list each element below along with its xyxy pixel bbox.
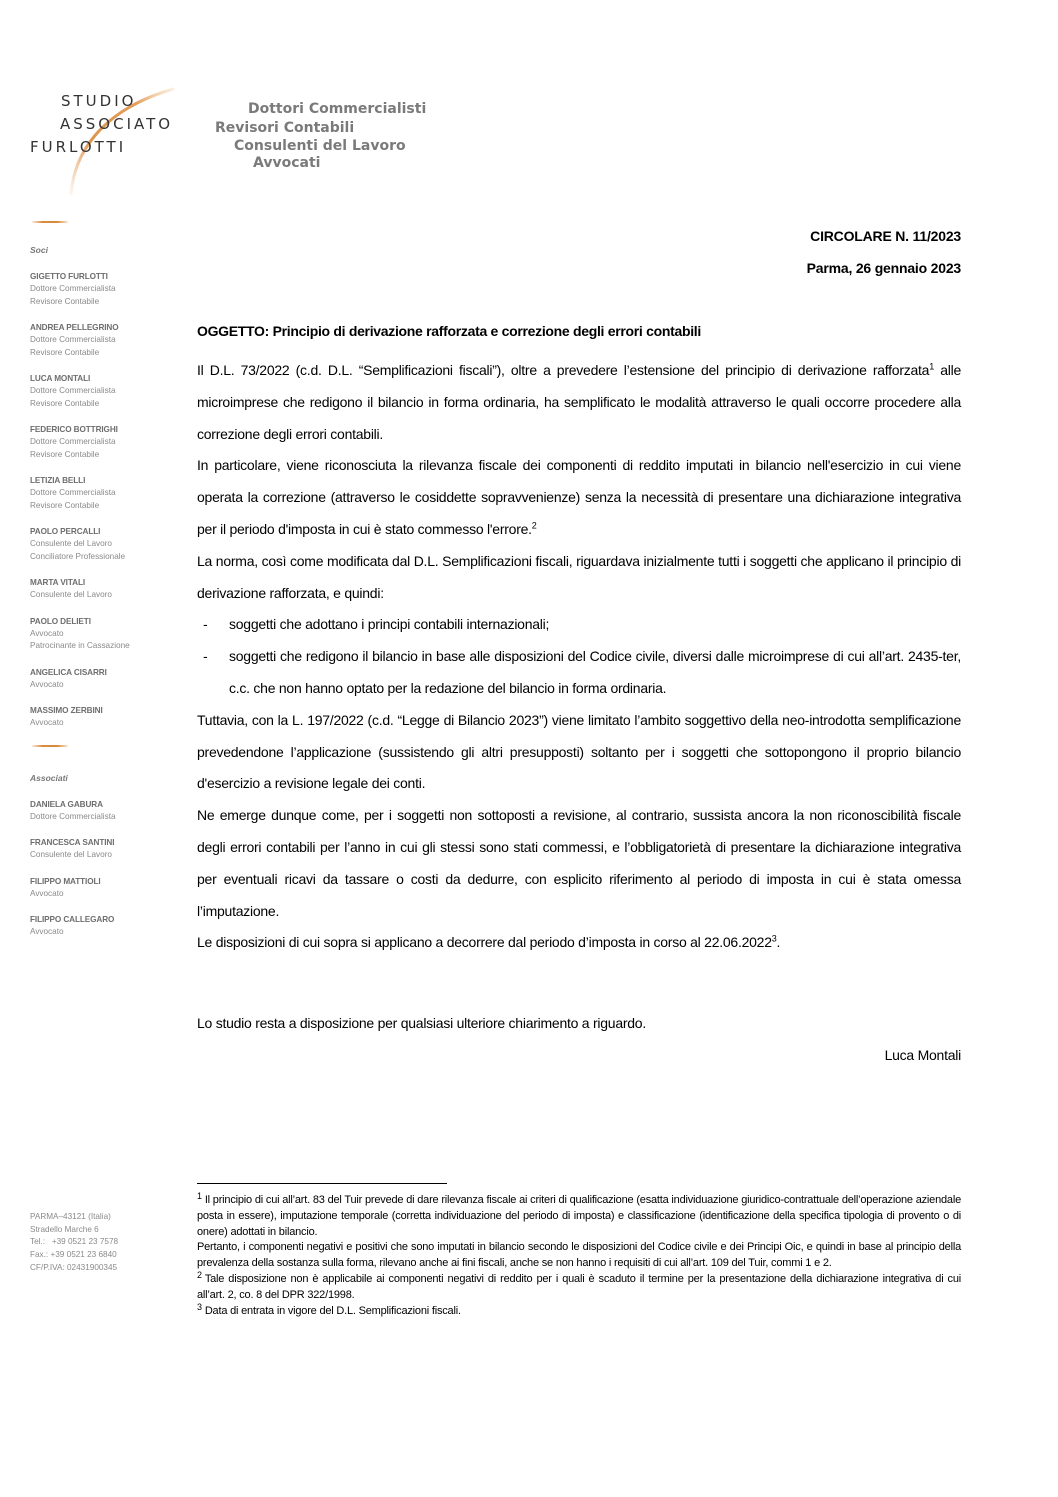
partner-name: PAOLO PERCALLI	[30, 527, 101, 536]
footnote-1-continued: Pertanto, i componenti negativi e positivi che sono imputati in bilancio secondo le disposizioni del Codice civile e dei Principi Oic, e quindi in base al principio della prevalenza della sostanza sulla forma, rilevano anche ai fini fiscali, anche se non hanno i requisiti di cui all’art. 109 del Tuir, commi 1 e 2.	[197, 1241, 961, 1270]
partner-role: Dottore Commercialista	[30, 437, 116, 446]
address-fax: Fax.: +39 0521 23 6840	[30, 1250, 117, 1260]
partner-role: Dottore Commercialista	[30, 386, 116, 395]
associate-role: Consulente del Lavoro	[30, 850, 112, 859]
logo-line-1: STUDIO	[61, 92, 137, 110]
associate-role: Avvocato	[30, 888, 64, 898]
partner-name: MASSIMO ZERBINI	[30, 706, 103, 715]
signature: Luca Montali	[884, 1047, 961, 1063]
associate-name: DANIELA GABURA	[30, 799, 103, 809]
partner-role: Revisore Contabile	[30, 398, 100, 408]
partner-role: Dottore Commercialista	[30, 488, 116, 497]
partner-name: MARTA VITALI	[30, 578, 86, 587]
partner-name: GIGETTO FURLOTTI	[30, 272, 108, 281]
associate-role: Dottore Commercialista	[30, 811, 116, 821]
partner-entry	[30, 667, 190, 692]
document-subject: OGGETTO: Principio di derivazione rafforzata e correzione degli errori contabili	[197, 323, 701, 339]
logo-line-3: FURLOTTI	[30, 138, 127, 156]
partner-entry	[30, 705, 190, 730]
associate-entry	[30, 799, 190, 824]
partner-role: Avvocato	[30, 679, 64, 689]
document-body	[197, 355, 961, 959]
associati-heading: Associati	[30, 772, 68, 783]
footnote-2: $^2$ Tale disposizione non è applicabile ai componenti negativi di reddito per i quali è scaduto il termine per la presentazione della dichiarazione integrativa di cui all’art. 2, co. 8 del DPR 322/1998.	[197, 1269, 961, 1301]
footnote-ref-2[interactable]: 2	[531, 520, 537, 531]
profession-2: Revisori Contabili	[215, 120, 355, 136]
partner-entry	[30, 373, 190, 410]
partner-role: Revisore Contabile	[30, 296, 100, 306]
partner-entry	[30, 577, 190, 602]
associate-name: FILIPPO MATTIOLI	[30, 876, 101, 886]
address-vat: CF/P.IVA: 02431900345	[30, 1262, 118, 1272]
footnote-separator	[197, 1183, 447, 1184]
partner-entry	[30, 424, 190, 461]
orange-divider-top	[32, 221, 68, 223]
logo-line-2: ASSOCIATO	[60, 115, 174, 133]
paragraph-2: In particolare, viene riconosciuta la rilevanza fiscale dei componenti di reddito imputati in bilancio nell'esercizio in cui viene operata la correzione (attraverso le cosiddette sopravvenienze) senza la necessità di presentare una dichiarazione integrativa per il periodo d'imposta in cui è stato commesso l'errore.$^2$	[197, 457, 961, 537]
profession-3: Consulenti del Lavoro	[234, 138, 406, 154]
address-phone: Tel.: +39 0521 23 7578	[30, 1237, 119, 1247]
partner-name: FEDERICO BOTTRIGHI	[30, 425, 118, 434]
closing-line: Lo studio resta a disposizione per qualsiasi ulteriore chiarimento a riguardo.	[197, 1015, 646, 1031]
partner-name: LETIZIA BELLI	[30, 476, 86, 485]
bullet-dash: -	[203, 648, 208, 665]
footnote-ref-3[interactable]: 3	[771, 933, 777, 944]
footnotes	[197, 1193, 961, 1319]
partner-entry	[30, 271, 190, 308]
address-city: PARMA–43121 (Italia)	[30, 1212, 111, 1221]
partner-role: Revisore Contabile	[30, 347, 100, 357]
bullet-item: - soggetti che redigono il bilancio in base alle disposizioni del Codice civile, diversi dalle microimprese di cui all’art. 2435-ter, c.c. che non hanno optato per la redazione del bilancio in forma ordinaria.	[197, 641, 961, 705]
footnote-3: $^3$ Data di entrata in vigore del D.L. Semplificazioni fiscali.	[197, 1301, 461, 1317]
profession-4: Avvocati	[253, 155, 321, 171]
partner-role: Patrocinante in Cassazione	[30, 641, 130, 650]
paragraph-5: Ne emerge dunque come, per i soggetti non sottoposti a revisione, al contrario, sussista ancora la non riconoscibilità fiscale degli errori contabili per l’anno in cui gli stessi sono stati commessi, e l’obbligatorietà di presentare la dichiarazione integrativa per eventuali ricavi da tassare o costi da dedurre, con esplicito riferimento al periodo di imposta in cui è stata omessa l’imputazione.	[197, 807, 961, 919]
partner-role: Avvocato	[30, 628, 64, 638]
bullet-item: - soggetti che adottano i principi contabili internazionali;	[197, 609, 961, 641]
partner-role: Conciliatore Professionale	[30, 551, 126, 561]
partner-name: ANDREA PELLEGRINO	[30, 323, 119, 332]
associate-entry	[30, 837, 190, 862]
circular-number: CIRCOLARE N. 11/2023	[810, 228, 961, 244]
document-date: Parma, 26 gennaio 2023	[806, 260, 961, 276]
partner-entry	[30, 475, 190, 512]
partner-name: LUCA MONTALI	[30, 374, 91, 383]
partner-role: Dottore Commercialista	[30, 284, 116, 293]
soci-heading: Soci	[30, 245, 48, 255]
footnote-ref-1[interactable]: 1	[929, 361, 934, 372]
associate-role: Avvocato	[30, 927, 64, 936]
partner-role: Dottore Commercialista	[30, 335, 116, 344]
associate-entry	[30, 914, 190, 939]
partner-role: Consulente del Lavoro	[30, 539, 112, 548]
partner-name: PAOLO DELIETI	[30, 616, 91, 626]
partner-entry	[30, 526, 190, 563]
paragraph-4: Tuttavia, con la L. 197/2022 (c.d. “Legge di Bilancio 2023”) viene limitato l’ambito soggettivo della neo-introdotta semplificazione prevedendone l’applicazione (sussistendo gli altri presupposti) soltanto per i soggetti che sottopongono il proprio bilancio d'esercizio a revisione legale dei conti.	[197, 711, 961, 792]
associate-entry	[30, 876, 190, 901]
bullet-dash: -	[203, 616, 208, 633]
partner-role: Consulente del Lavoro	[30, 590, 112, 599]
associate-name: FRANCESCA SANTINI	[30, 838, 115, 847]
studio-logo	[28, 86, 188, 226]
partner-entry	[30, 322, 190, 359]
footnote-1: $^1$ Il principio di cui all’art. 83 del Tuir prevede di dare rilevanza fiscale ai criteri di qualificazione (esatta individuazione giuridico-contrattuale dell’operazione aziendale posta in essere), imputazione temporale (corretta individuazione del periodo di imposta) e classificazione (identificazione della specifica tipologia di provento o di onere) adottati in bilancio.	[197, 1191, 961, 1238]
office-address	[30, 1211, 118, 1275]
paragraph-3: La norma, così come modificata dal D.L. Semplificazioni fiscali, riguardava inizialmente tutti i soggetti che applicano il principio di derivazione rafforzata, e quindi:	[197, 552, 961, 601]
partner-role: Revisore Contabile	[30, 449, 100, 459]
paragraph-6: Le disposizioni di cui sopra si applicano a decorrere dal periodo d’imposta in corso al 22.06.2022$^3$.	[197, 933, 781, 951]
partner-entry	[30, 616, 190, 653]
profession-1: Dottori Commercialisti	[248, 101, 427, 117]
partner-role: Avvocato	[30, 718, 64, 727]
paragraph-1: Il D.L. 73/2022 (c.d. D.L. “Semplificazioni fiscali”), oltre a prevedere l’estensione del principio di derivazione rafforzata$^1$ alle microimprese che redigono il bilancio in forma ordinaria, ha semplificato le modalità attraverso le quali occorre procedere alla correzione degli errori contabili.	[197, 361, 961, 442]
address-street: Stradello Marche 6	[30, 1224, 99, 1234]
partners-sidebar	[30, 245, 190, 939]
associate-name: FILIPPO CALLEGARO	[30, 915, 115, 924]
partner-role: Revisore Contabile	[30, 500, 100, 510]
partner-name: ANGELICA CISARRI	[30, 667, 107, 677]
